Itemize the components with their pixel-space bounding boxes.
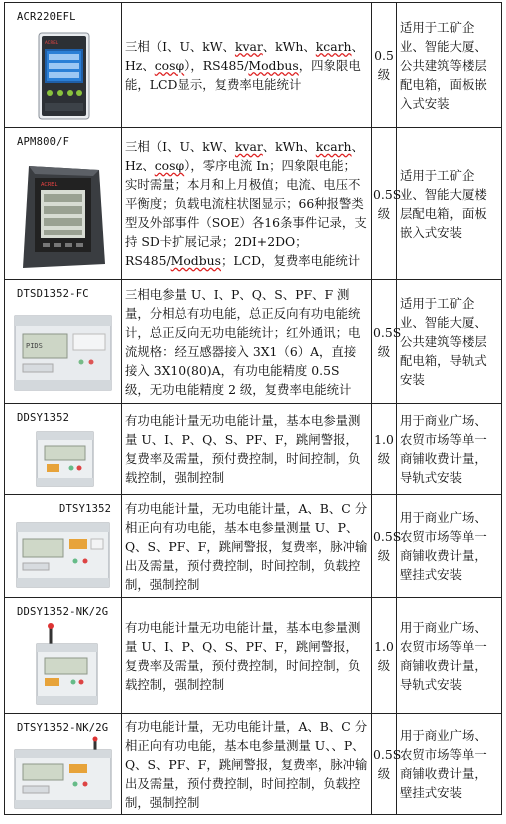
- application-cell: 适用于工矿企业、智能大厦、公共建筑等楼层配电箱，面板嵌入式安装: [397, 3, 502, 128]
- description-text: 三相（I、U、kW、: [125, 139, 235, 154]
- description-text: ；LCD，复费率电能统计: [221, 253, 361, 268]
- dtsy1352-nk-meter-image: [11, 736, 115, 812]
- underlined-term: Modbus: [248, 57, 299, 73]
- description-cell: [122, 495, 372, 598]
- table-row: [5, 714, 502, 815]
- product-cell: [5, 404, 122, 495]
- application-cell: 适用于工矿企业、智能大厦楼层配电箱，面板嵌入式安装: [397, 128, 502, 280]
- underlined-term: kcarh: [315, 139, 352, 154]
- svg-text:ACREL: ACREL: [41, 182, 58, 188]
- accuracy-grade: 0.5S级: [372, 280, 397, 404]
- description-text: 、kWh、: [262, 139, 316, 154]
- underlined-term: kvar: [234, 38, 263, 54]
- apm800-meter-image: [19, 164, 107, 272]
- description-cell: [122, 404, 372, 495]
- accuracy-grade: 0.5S级: [372, 714, 397, 815]
- accuracy-grade: 0.5级: [372, 3, 397, 128]
- description-text: 有功电能计量，无功电能计量，A、B、C 分相正向有功电能，基本电参量测量 U、P、Q、S、PF、F，跳闸警报，复费率，脉冲输出及需量，预付费控制，时间控制，负载控制，强制控制: [125, 500, 368, 592]
- description-text: 、kWh、: [262, 38, 316, 54]
- product-cell: [5, 598, 122, 714]
- description-cell: [122, 3, 372, 128]
- product-table: [4, 2, 502, 815]
- dtsy1352-meter-image: [13, 517, 113, 593]
- underlined-term: Modbus: [170, 253, 222, 268]
- product-cell: [5, 3, 122, 128]
- model-name: DTSY1352: [59, 503, 112, 515]
- description-text: ，四象限电能，LCD显示，复费率电能统计: [125, 57, 361, 92]
- description-text: ），RS485/: [184, 57, 249, 73]
- model-name: DTSD1352-FC: [17, 288, 89, 300]
- accuracy-grade: 1.0级: [372, 404, 397, 495]
- ddsy1352-meter-image: [35, 428, 95, 490]
- application-cell: 用于商业广场、农贸市场等单一商铺收费计量，壁挂式安装: [397, 714, 502, 815]
- description-text: ），零序电流 In；四象限电能；实时需量；本月和上月极值；电流、电压不平衡度；负载电流柱状图显示；66种报警类型及外部事件（SOE）各16条事件记录，支持 SD卡扩展记录；2DI+2DO；RS485/: [125, 158, 367, 268]
- dtsd1352-meter-image: [11, 310, 115, 396]
- model-name: DDSY1352-NK/2G: [17, 606, 109, 618]
- ddsy1352-nk-meter-image: [33, 622, 101, 708]
- application-cell: 适用于工矿企业、智能大厦、公共建筑等楼层配电箱，导轨式安装: [397, 280, 502, 404]
- table-row: [5, 495, 502, 598]
- table-row: [5, 404, 502, 495]
- description-cell: [122, 714, 372, 815]
- model-name: DTSY1352-NK/2G: [17, 722, 109, 734]
- description-cell: [122, 598, 372, 714]
- underlined-term: cosφ: [154, 57, 185, 73]
- description-text: 、Hz、: [125, 139, 364, 173]
- model-name: DDSY1352: [17, 412, 70, 424]
- description-cell: [122, 128, 372, 280]
- description-text: 有功电能计量无功电能计量，基本电参量测量 U、I、P、Q、S、PF、F，跳闸警报，复费率及需量，预付费控制，时间控制，负载控制，强制控制: [125, 413, 361, 485]
- table-row: [5, 280, 502, 404]
- underlined-term: kvar: [234, 139, 263, 154]
- application-cell: 用于商业广场、农贸市场等单一商铺收费计量，壁挂式安装: [397, 495, 502, 598]
- svg-text:ACREL: ACREL: [45, 40, 58, 45]
- table-row: [5, 128, 502, 280]
- product-cell: [5, 495, 122, 598]
- application-cell: 用于商业广场、农贸市场等单一商铺收费计量，导轨式安装: [397, 598, 502, 714]
- acr220efl-meter-image: [37, 31, 91, 121]
- model-name: APM800/F: [17, 136, 70, 148]
- underlined-term: kcarh: [315, 38, 352, 54]
- accuracy-grade: 0.5S级: [372, 128, 397, 280]
- product-cell: [5, 280, 122, 404]
- description-text: 三相电参量 U、I、P、Q、S、PF、F 测量，分相总有功电能，总正反向有功电能统计，总正反向无功电能统计；红外通讯；电流规格：经互感器接入 3X1（6）A，直接接入 3X10(80)A，有功电能精度 0.5S 级，无功电能精度 2 级，复费率电能统计: [125, 286, 361, 397]
- accuracy-grade: 0.5S级: [372, 495, 397, 598]
- description-text: 三相（I、U、kW、: [125, 38, 235, 54]
- description-text: 有功电能计量无功电能计量，基本电参量测量 U、I、P、Q、S、PF、F，跳闸警报，复费率及需量，预付费控制，时间控制，负载控制，强制控制: [125, 619, 361, 692]
- underlined-term: cosφ: [154, 158, 185, 173]
- description-cell: [122, 280, 372, 404]
- svg-text:PIDS: PIDS: [26, 342, 43, 350]
- description-text: 有功电能计量，无功电能计量，A、B、C 分相正向有功电能，基本电参量测量 U、、P、Q、S、PF、F，跳闸警报，复费率，脉冲输出及需量，预付费控制，时间控制，负载控制，强制控制: [125, 718, 368, 810]
- product-cell: [5, 714, 122, 815]
- accuracy-grade: 1.0级: [372, 598, 397, 714]
- product-cell: [5, 128, 122, 280]
- description-text: 、Hz、: [125, 38, 364, 73]
- table-row: [5, 598, 502, 714]
- application-cell: 用于商业广场、农贸市场等单一商铺收费计量，导轨式安装: [397, 404, 502, 495]
- table-row: [5, 3, 502, 128]
- model-name: ACR220EFL: [17, 11, 76, 23]
